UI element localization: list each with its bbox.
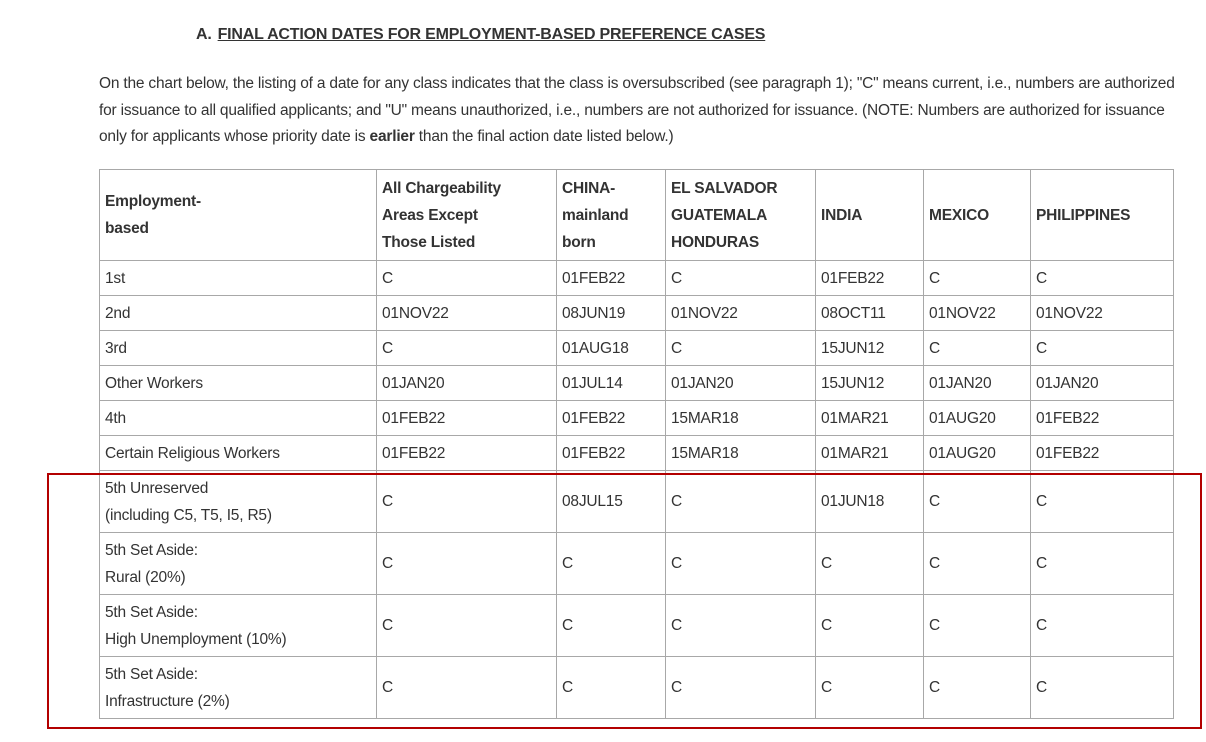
intro-text: On the chart below, the listing of a date for any class indicates that the class is oversubscribed (see paragraph 1); "C" means current, i.e., numbers are authorized for issuance to all qualified applicants; and "U" means unauthorized, i.e., numbers are not authorized for issuance. (NOTE: Numbers are authorized for issuance only for applicants whose priority date is [99,75,1175,145]
category-cell: Other Workers [100,366,377,401]
date-cell: C [1031,595,1174,657]
date-cell: C [1031,533,1174,595]
category-cell: 4th [100,401,377,436]
date-cell: 01FEB22 [1031,436,1174,471]
category-cell: 5th Set Aside: Rural (20%) [100,533,377,595]
date-cell: 01NOV22 [1031,296,1174,331]
date-cell: C [924,331,1031,366]
table-row [100,331,1174,366]
date-cell: C [666,471,816,533]
date-cell: C [666,657,816,719]
date-cell: C [666,595,816,657]
date-cell: 01JAN20 [666,366,816,401]
date-cell: C [924,533,1031,595]
date-cell: C [924,261,1031,296]
header-cell: INDIA [816,170,924,261]
table-row [100,657,1174,719]
date-cell: 01NOV22 [924,296,1031,331]
category-cell: 1st [100,261,377,296]
date-cell: C [1031,471,1174,533]
header-cell: EL SALVADOR GUATEMALA HONDURAS [666,170,816,261]
date-cell: C [666,533,816,595]
date-cell: C [377,471,557,533]
intro-text-end: than the final action date listed below.) [414,128,674,145]
date-cell: 01JAN20 [1031,366,1174,401]
table-row [100,436,1174,471]
date-cell: C [924,471,1031,533]
date-cell: C [1031,657,1174,719]
header-cell: CHINA- mainland born [557,170,666,261]
date-cell: C [377,533,557,595]
category-cell: 3rd [100,331,377,366]
category-cell: Certain Religious Workers [100,436,377,471]
date-cell: C [666,261,816,296]
date-cell: 01FEB22 [557,401,666,436]
section-heading [196,26,765,44]
date-cell: C [816,657,924,719]
header-cell: PHILIPPINES [1031,170,1174,261]
date-cell: C [816,595,924,657]
date-cell: 01JUL14 [557,366,666,401]
date-cell: C [924,595,1031,657]
date-cell: C [557,595,666,657]
table-row [100,595,1174,657]
intro-paragraph [99,71,1189,151]
date-cell: C [666,331,816,366]
date-cell: C [557,657,666,719]
table-row [100,471,1174,533]
category-cell: 5th Unreserved (including C5, T5, I5, R5) [100,471,377,533]
header-cell: Employment- based [100,170,377,261]
date-cell: 15MAR18 [666,436,816,471]
date-cell: 01FEB22 [1031,401,1174,436]
date-cell: C [1031,331,1174,366]
date-cell: 01FEB22 [377,401,557,436]
final-action-dates-table [99,169,1174,719]
date-cell: C [377,595,557,657]
category-cell: 5th Set Aside: High Unemployment (10%) [100,595,377,657]
date-cell: C [816,533,924,595]
date-cell: 01FEB22 [377,436,557,471]
date-cell: 01JAN20 [924,366,1031,401]
date-cell: 01MAR21 [816,401,924,436]
section-title: FINAL ACTION DATES FOR EMPLOYMENT-BASED PREFERENCE CASES [217,26,766,43]
date-cell: 01FEB22 [557,261,666,296]
table-row [100,533,1174,595]
date-cell: 01MAR21 [816,436,924,471]
date-cell: 15MAR18 [666,401,816,436]
date-cell: 08JUN19 [557,296,666,331]
date-cell: 08JUL15 [557,471,666,533]
date-cell: C [557,533,666,595]
date-cell: 01FEB22 [816,261,924,296]
date-cell: 15JUN12 [816,366,924,401]
header-cell: All Chargeability Areas Except Those Listed [377,170,557,261]
category-cell: 5th Set Aside: Infrastructure (2%) [100,657,377,719]
date-cell: 01FEB22 [557,436,666,471]
date-cell: C [377,261,557,296]
date-cell: C [377,331,557,366]
category-cell: 2nd [100,296,377,331]
table-row [100,261,1174,296]
date-cell: 01AUG20 [924,401,1031,436]
date-cell: 01JUN18 [816,471,924,533]
header-cell: MEXICO [924,170,1031,261]
section-letter: A. [196,26,212,43]
date-cell: 08OCT11 [816,296,924,331]
date-cell: C [924,657,1031,719]
table-row [100,296,1174,331]
date-cell: 01NOV22 [666,296,816,331]
intro-bold-word: earlier [369,128,415,145]
date-cell: C [377,657,557,719]
table-row [100,366,1174,401]
date-cell: 01AUG20 [924,436,1031,471]
date-cell: 01JAN20 [377,366,557,401]
date-cell: 01AUG18 [557,331,666,366]
date-cell: 01NOV22 [377,296,557,331]
table-row [100,401,1174,436]
date-cell: 15JUN12 [816,331,924,366]
table-header-row [100,170,1174,261]
date-cell: C [1031,261,1174,296]
